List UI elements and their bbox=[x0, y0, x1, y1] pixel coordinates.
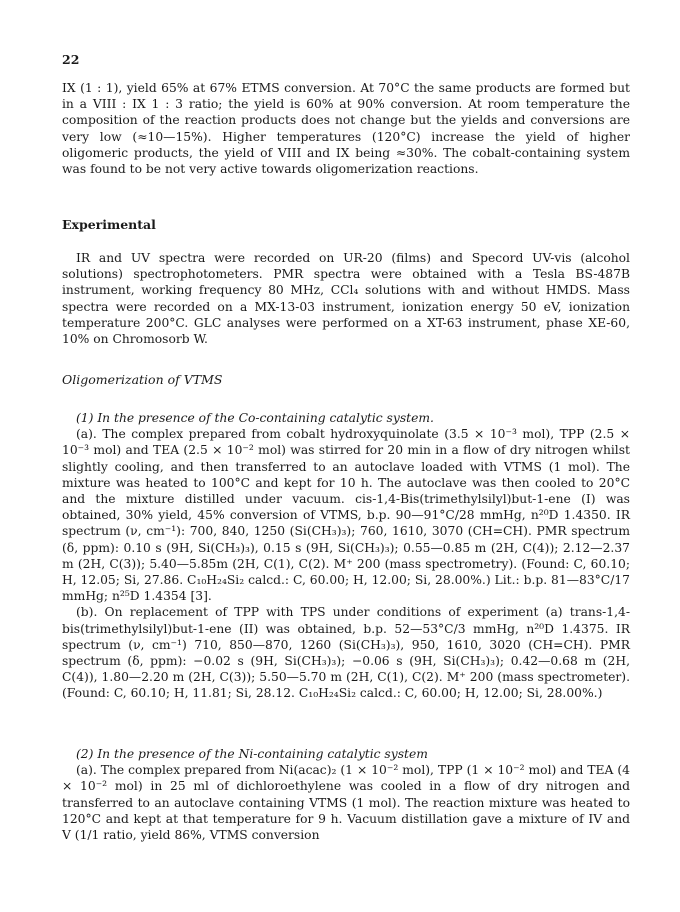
experimental-paragraph-block bbox=[62, 250, 630, 347]
intro-paragraph: IX (1 : 1), yield 65% at 67% ETMS conversion. At 70°C the same products are formed but in a VIII : IX 1 : 3 ratio; the yield is 60% at 90% conversion. At room temperature the composition of the reaction products does not change but the yields and conversions are very low (≈10—15%). Higher temperatures (120°C) increase the yield of higher oligomeric products, the yield of VIII and IX being ≈30%. The cobalt-containing system was found to be not very active towards oligomerization reactions. bbox=[62, 81, 630, 177]
procedure-1b: (b). On replacement of TPP with TPS under conditions of experiment (a) trans-1,4-bis(trimethylsilyl)but-1-ene (II) was obtained, b.p. 52—53°C/3 mmHg, n²⁰D 1.4375. IR spectrum (ν, cm⁻¹) 710, 850—870, 1260 (Si(CH₃)₃), 950, 1610, 3020 (CH=CH). PMR spectrum (δ, ppm): −0.02 s (9H, Si(CH₃)₃); −0.06 s (9H, Si(CH₃)₃); 0.42—0.68 m (2H, C(4)), 1.80—2.20 m (2H, C(3)); 5.50—5.70 m (2H, C(1), C(2). M⁺ 200 (mass spectrometer). (Found: C, 60.10; H, 11.81; Si, 28.12. C₁₀H₂₄Si₂ calcd.: C, 60.00; H, 12.00; Si, 28.00%.) bbox=[62, 605, 630, 701]
subsection-title-co: (1) In the presence of the Co-containing catalytic system. bbox=[76, 411, 434, 425]
ni-system-block bbox=[62, 746, 630, 843]
intro-paragraph-block bbox=[62, 80, 630, 177]
experimental-paragraph: IR and UV spectra were recorded on UR-20 (films) and Specord UV-vis (alcohol solutions) spectrophotometers. PMR spectra were obtained with a Tesla BS-487B instrument, working frequency 80 MHz, CCl₄ solutions with and without HMDS. Mass spectra were recorded on a MX-13-03 instrument, ionization energy 50 eV, ionization temperature 200°C. GLC analyses were performed on a XT-63 instrument, phase XE-60, 10% on Chromosorb W. bbox=[62, 251, 630, 347]
subsection-title-ni: (2) In the presence of the Ni-containing catalytic system bbox=[76, 747, 428, 761]
page-number: 22 bbox=[62, 52, 80, 67]
co-system-block bbox=[62, 410, 630, 702]
procedure-1a: (a). The complex prepared from cobalt hydroxyquinolate (3.5 × 10⁻³ mol), TPP (2.5 × 10⁻³ mol) and TEA (2.5 × 10⁻² mol) was stirred for 20 min in a flow of dry nitrogen whilst slightly cooling, and then transferred to an autoclave loaded with VTMS (1 mol). The mixture was heated to 100°C and kept for 10 h. The autoclave was then cooled to 20°C and the mixture distilled under vacuum. cis-1,4-Bis(trimethylsilyl)but-1-ene (I) was obtained, 30% yield, 45% conversion of VTMS, b.p. 90—91°C/28 mmHg, n²⁰D 1.4350. IR spectrum (ν, cm⁻¹): 700, 840, 1250 (Si(CH₃)₃); 760, 1610, 3070 (CH=CH). PMR spectrum (δ, ppm): 0.10 s (9H, Si(CH₃)₃), 0.15 s (9H, Si(CH₃)₃); 0.55—0.85 m (2H, C(4)); 2.12—2.37 m (2H, C(3)); 5.40—5.85m (2H, C(1), C(2). M⁺ 200 (mass spectrometry). (Found: C, 60.10; H, 12.05; Si, 27.86. C₁₀H₂₄Si₂ calcd.: C, 60.00; H, 12.00; Si, 28.00%.) Lit.: b.p. 81—83°C/17 mmHg; n²⁵D 1.4354 [3]. bbox=[62, 427, 630, 604]
procedure-2a: (a). The complex prepared from Ni(acac)₂ (1 × 10⁻² mol), TPP (1 × 10⁻² mol) and TEA (4 × 10⁻² mol) in 25 ml of dichloroethylene was cooled in a flow of dry nitrogen and transferred to an autoclave containing VTMS (1 mol). The reaction mixture was heated to 120°C and kept at that temperature for 9 h. Vacuum distillation gave a mixture of IV and V (1/1 ratio, yield 86%, VTMS conversion bbox=[62, 763, 630, 843]
section-heading-oligomerization: Oligomerization of VTMS bbox=[62, 372, 223, 387]
section-heading-experimental: Experimental bbox=[62, 217, 156, 232]
